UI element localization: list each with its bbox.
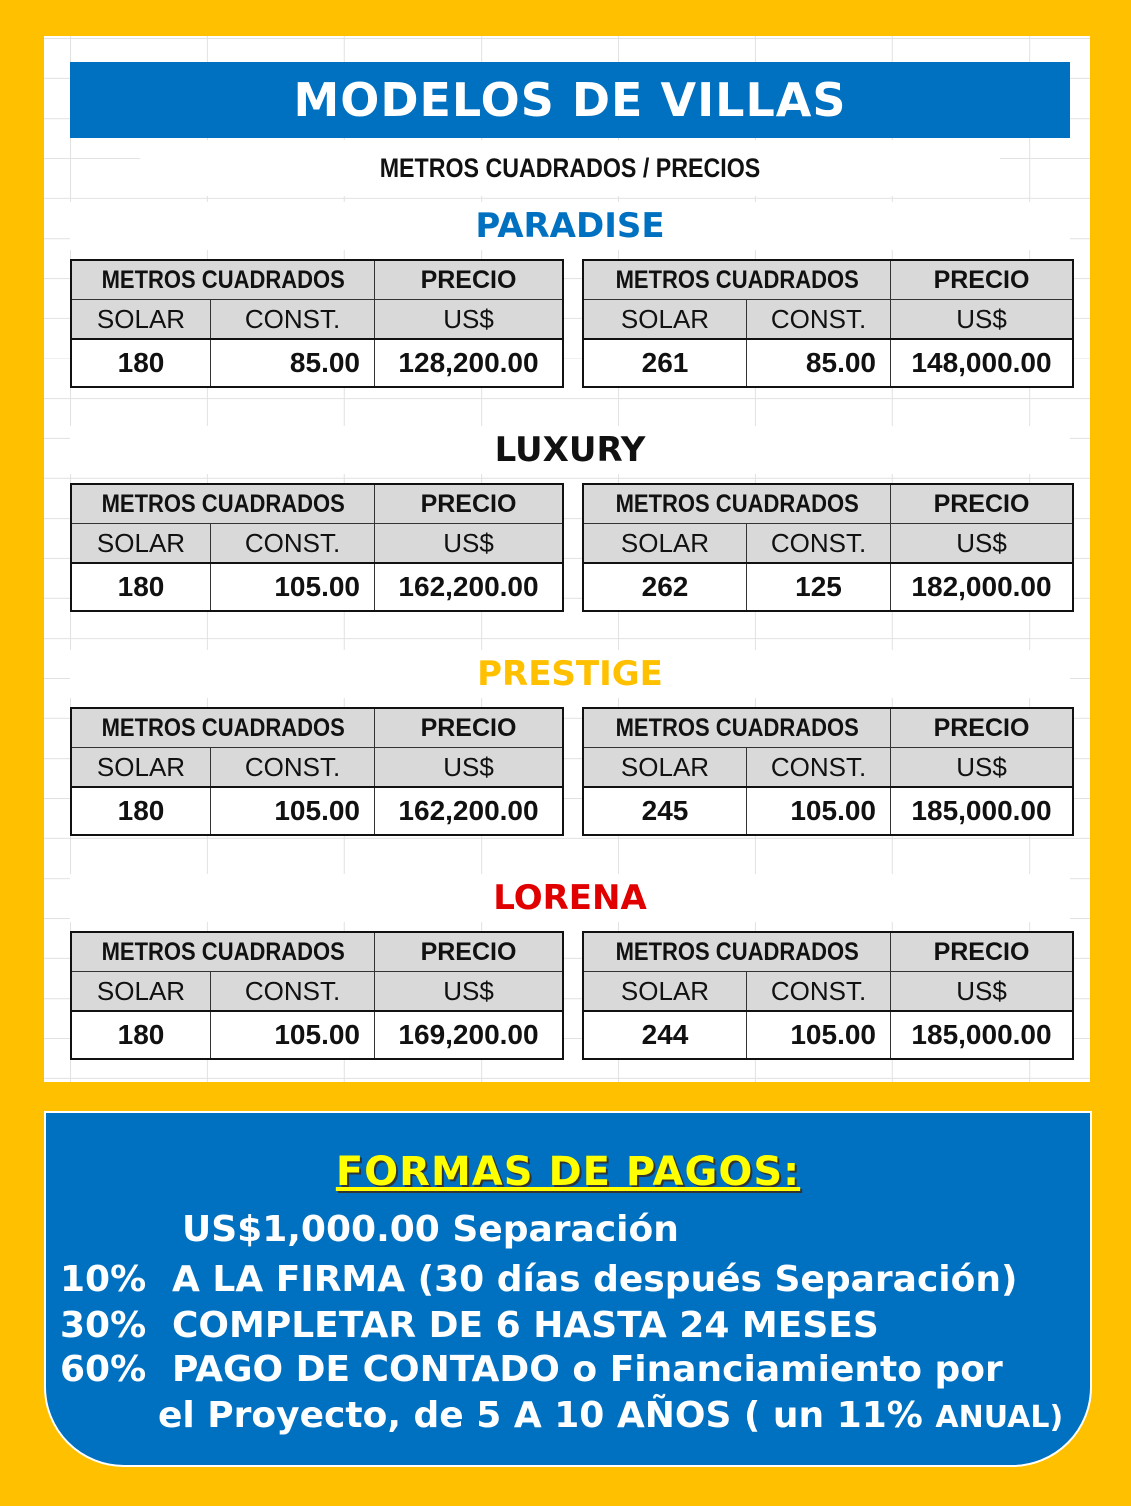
const-value: 105.00 — [211, 787, 375, 835]
currency-header: US$ — [891, 524, 1074, 564]
solar-header: SOLAR — [583, 972, 747, 1012]
price-table — [582, 259, 1074, 388]
solar-value: 180 — [71, 339, 211, 387]
price-value: 182,000.00 — [891, 563, 1074, 611]
solar-header: SOLAR — [71, 748, 211, 788]
metros-header: METROS CUADRADOS — [101, 489, 345, 518]
precio-header: PRECIO — [375, 708, 564, 748]
table-row — [71, 563, 563, 611]
model-name: PARADISE — [70, 202, 1070, 250]
solar-value: 180 — [71, 787, 211, 835]
payment-text: A LA FIRMA (30 días después Separación) — [172, 1259, 1018, 1300]
solar-value: 261 — [583, 339, 747, 387]
payment-pct: 60% — [60, 1349, 147, 1390]
const-value: 125 — [747, 563, 891, 611]
const-header: CONST. — [747, 748, 891, 788]
payment-section — [44, 1111, 1092, 1467]
separation-line: US$1,000.00 Separación — [182, 1209, 679, 1250]
const-value: 105.00 — [747, 1011, 891, 1059]
payment-text: PAGO DE CONTADO o Financiamiento por — [172, 1349, 1003, 1390]
currency-header: US$ — [891, 748, 1074, 788]
const-header: CONST. — [211, 524, 375, 564]
price-table — [70, 931, 564, 1060]
price-value: 162,200.00 — [375, 563, 564, 611]
const-header: CONST. — [747, 972, 891, 1012]
price-table — [582, 931, 1074, 1060]
solar-value: 180 — [71, 563, 211, 611]
table-row — [583, 1011, 1073, 1059]
currency-header: US$ — [375, 524, 564, 564]
solar-header: SOLAR — [583, 524, 747, 564]
model-name: PRESTIGE — [70, 650, 1070, 698]
table-row — [71, 787, 563, 835]
currency-header: US$ — [375, 748, 564, 788]
precio-header: PRECIO — [891, 484, 1074, 524]
solar-header: SOLAR — [583, 748, 747, 788]
price-table — [70, 483, 564, 612]
solar-header: SOLAR — [71, 972, 211, 1012]
payment-line-60 — [60, 1349, 1003, 1390]
precio-header: PRECIO — [891, 260, 1074, 300]
precio-header: PRECIO — [891, 708, 1074, 748]
const-header: CONST. — [211, 748, 375, 788]
solar-value: 245 — [583, 787, 747, 835]
const-header: CONST. — [747, 300, 891, 340]
const-header: CONST. — [211, 972, 375, 1012]
currency-header: US$ — [375, 300, 564, 340]
price-table — [582, 707, 1074, 836]
payment-continuation-end: ANUAL) — [935, 1400, 1064, 1435]
price-value: 185,000.00 — [891, 787, 1074, 835]
payment-title: FORMAS DE PAGOS: — [335, 1149, 801, 1195]
price-value: 128,200.00 — [375, 339, 564, 387]
table-row — [583, 339, 1073, 387]
currency-header: US$ — [891, 300, 1074, 340]
model-name: LUXURY — [70, 426, 1070, 474]
solar-value: 244 — [583, 1011, 747, 1059]
solar-header: SOLAR — [71, 300, 211, 340]
payment-pct: 10% — [60, 1259, 147, 1300]
const-value: 105.00 — [211, 1011, 375, 1059]
payment-continuation: el Proyecto, de 5 A 10 AÑOS ( un 11% — [158, 1395, 923, 1436]
precio-header: PRECIO — [891, 932, 1074, 972]
metros-header: METROS CUADRADOS — [615, 937, 859, 966]
const-header: CONST. — [211, 300, 375, 340]
const-value: 85.00 — [747, 339, 891, 387]
price-table — [70, 707, 564, 836]
table-row — [71, 339, 563, 387]
const-value: 85.00 — [211, 339, 375, 387]
price-value: 185,000.00 — [891, 1011, 1074, 1059]
precio-header: PRECIO — [375, 484, 564, 524]
solar-value: 262 — [583, 563, 747, 611]
price-value: 148,000.00 — [891, 339, 1074, 387]
table-row — [583, 787, 1073, 835]
price-value: 162,200.00 — [375, 787, 564, 835]
metros-header: METROS CUADRADOS — [615, 265, 859, 294]
currency-header: US$ — [891, 972, 1074, 1012]
payment-line-continuation — [158, 1395, 1063, 1436]
solar-header: SOLAR — [583, 300, 747, 340]
page-title: MODELOS DE VILLAS — [70, 62, 1070, 138]
payment-pct: 30% — [60, 1305, 147, 1346]
page-subtitle: METROS CUADRADOS / PRECIOS — [140, 140, 1000, 196]
price-value: 169,200.00 — [375, 1011, 564, 1059]
metros-header: METROS CUADRADOS — [615, 489, 859, 518]
solar-value: 180 — [71, 1011, 211, 1059]
price-table — [70, 259, 564, 388]
metros-header: METROS CUADRADOS — [101, 265, 345, 294]
payment-line-30 — [60, 1305, 879, 1346]
currency-header: US$ — [375, 972, 564, 1012]
const-header: CONST. — [747, 524, 891, 564]
const-value: 105.00 — [747, 787, 891, 835]
model-name: LORENA — [70, 874, 1070, 922]
metros-header: METROS CUADRADOS — [615, 713, 859, 742]
precio-header: PRECIO — [375, 260, 564, 300]
payment-line-10 — [60, 1259, 1017, 1300]
payment-text: COMPLETAR DE 6 HASTA 24 MESES — [172, 1305, 879, 1346]
solar-header: SOLAR — [71, 524, 211, 564]
price-table — [582, 483, 1074, 612]
metros-header: METROS CUADRADOS — [101, 937, 345, 966]
const-value: 105.00 — [211, 563, 375, 611]
precio-header: PRECIO — [375, 932, 564, 972]
metros-header: METROS CUADRADOS — [101, 713, 345, 742]
table-row — [71, 1011, 563, 1059]
table-row — [583, 563, 1073, 611]
